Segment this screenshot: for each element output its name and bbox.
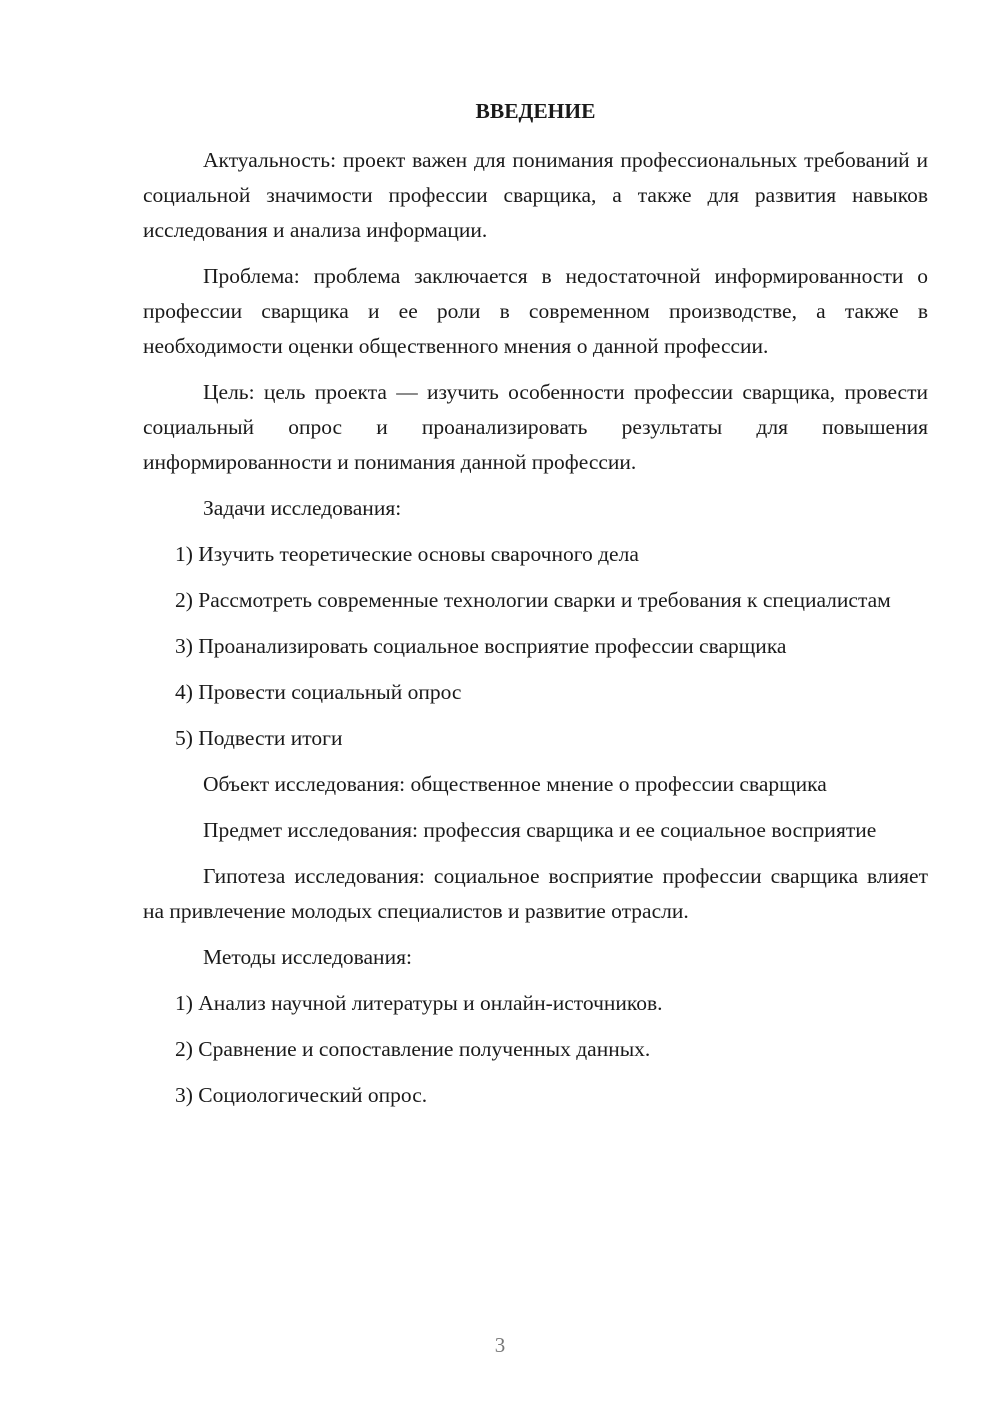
methods-heading: Методы исследования: <box>203 945 412 969</box>
method-item-2: 2) Сравнение и сопоставление полученных данных. <box>175 1037 651 1061</box>
task-item-2: 2) Рассмотреть современные технологии сварки и требования к специалистам <box>175 588 891 612</box>
document-page <box>143 96 928 1124</box>
tasks-heading: Задачи исследования: <box>203 496 402 520</box>
hypothesis-paragraph: Гипотеза исследования: социальное восприятие профессии сварщика влияет на привлечение молодых специалистов и развитие отрасли. <box>143 864 928 923</box>
relevance-paragraph: Актуальность: проект важен для понимания профессиональных требований и социальной значимости профессии сварщика, а также для развития навыков исследования и анализа информации. <box>143 148 928 242</box>
object-paragraph: Объект исследования: общественное мнение о профессии сварщика <box>203 772 827 796</box>
task-item-3: 3) Проанализировать социальное восприятие профессии сварщика <box>175 634 787 658</box>
task-item-1: 1) Изучить теоретические основы сварочного дела <box>175 542 639 566</box>
problem-paragraph: Проблема: проблема заключается в недостаточной информированности о профессии сварщика и ее роли в современном производстве, а также в необходимости оценки общественного мнения о данной профессии. <box>143 264 928 358</box>
page-number: 3 <box>494 1333 506 1357</box>
section-title: ВВЕДЕНИЕ <box>475 99 596 123</box>
goal-paragraph: Цель: цель проекта — изучить особенности профессии сварщика, провести социальный опрос и проанализировать результаты для повышения информированности и понимания данной профессии. <box>143 380 928 474</box>
method-item-1: 1) Анализ научной литературы и онлайн-источников. <box>175 991 663 1015</box>
task-item-5: 5) Подвести итоги <box>175 726 343 750</box>
task-item-4: 4) Провести социальный опрос <box>175 680 462 704</box>
subject-paragraph: Предмет исследования: профессия сварщика и ее социальное восприятие <box>203 818 877 842</box>
method-item-3: 3) Социологический опрос. <box>175 1083 428 1107</box>
